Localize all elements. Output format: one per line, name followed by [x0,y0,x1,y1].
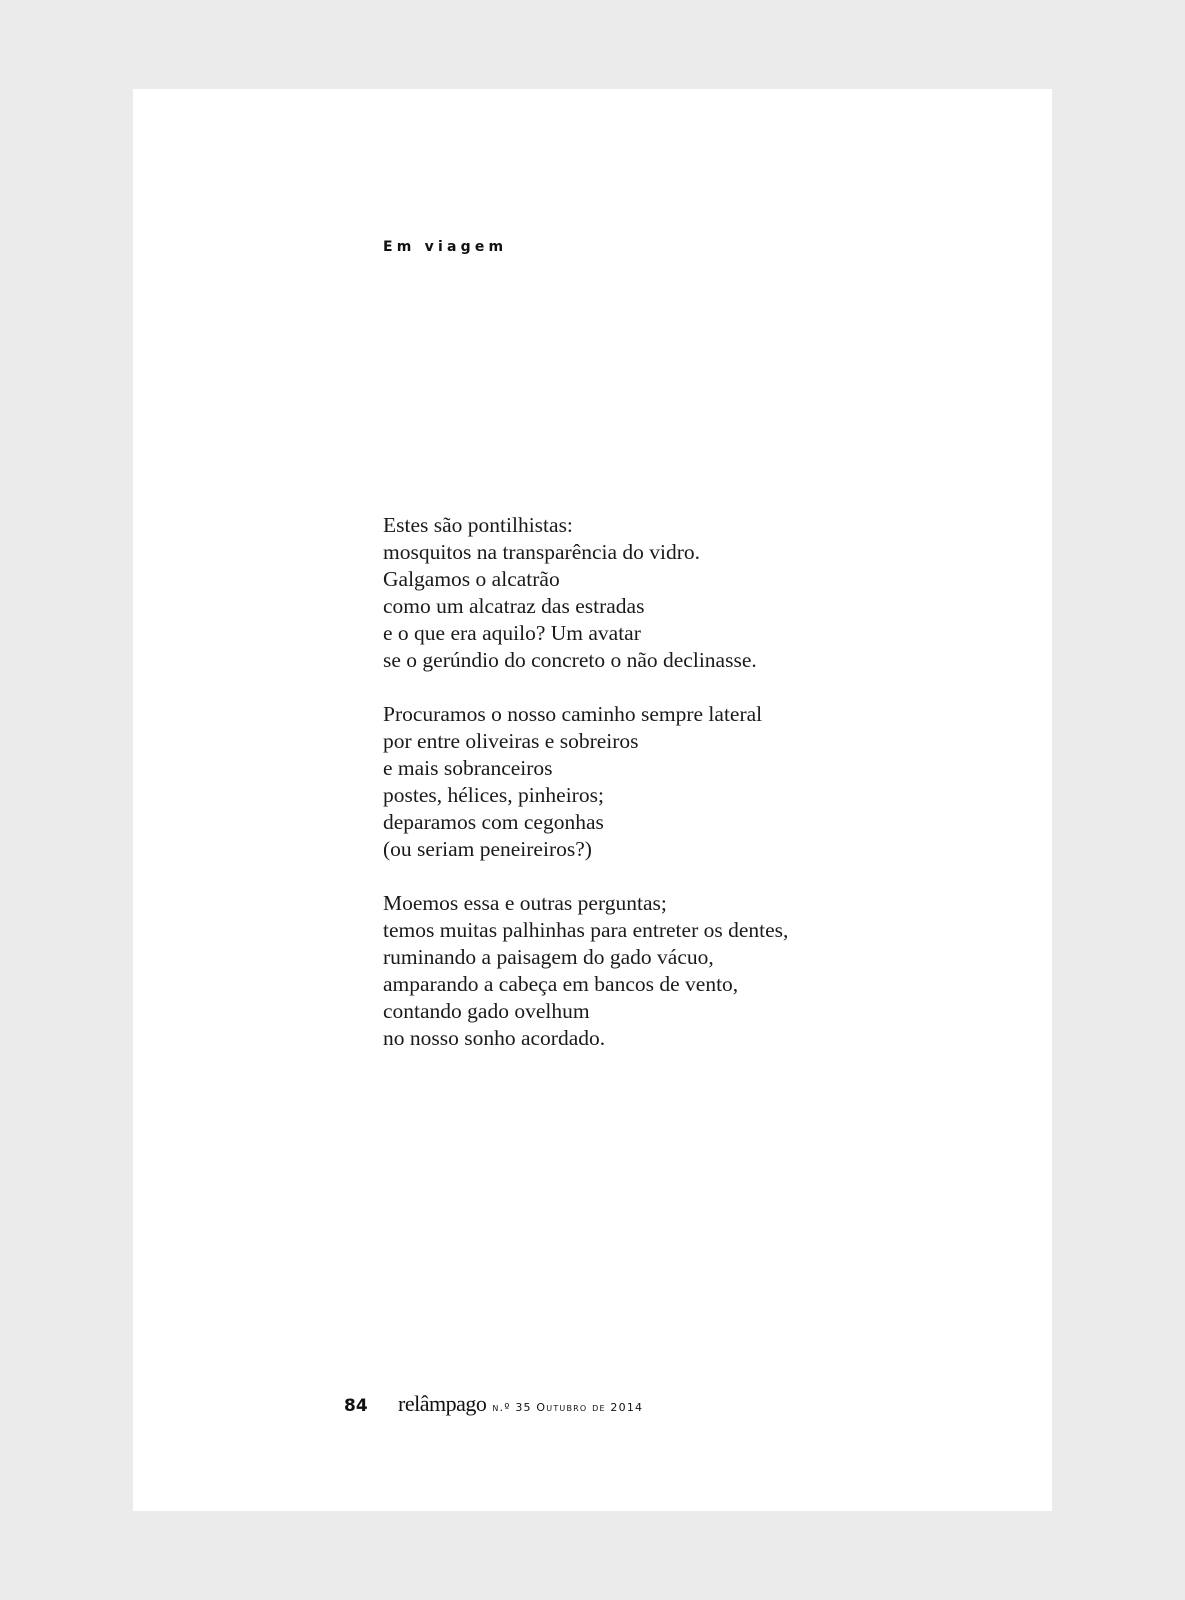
section-title: Em viagem [383,239,508,255]
poem-line: mosquitos na transparência do vidro. [383,540,701,564]
poem-line: Moemos essa e outras perguntas; [383,891,667,915]
poem-line: Galgamos o alcatrão [383,567,560,591]
poem-line: temos muitas palhinhas para entreter os dentes, [383,918,789,942]
page-number: 84 [344,1396,368,1416]
document-page [133,89,1052,1511]
poem-line: se o gerúndio do concreto o não declinasse. [383,648,757,672]
poem-line: ruminando a paisagem do gado vácuo, [383,945,714,969]
poem-line: (ou seriam peneireiros?) [383,837,592,861]
poem-line: no nosso sonho acordado. [383,1026,606,1050]
page-footer [344,1391,643,1417]
poem-line: Procuramos o nosso caminho sempre lateral [383,702,763,726]
poem-line: deparamos com cegonhas [383,810,604,834]
poem-line: como um alcatraz das estradas [383,594,645,618]
stanza [383,512,943,674]
poem-line: amparando a cabeça em bancos de vento, [383,972,739,996]
stanza [383,701,943,863]
poem [383,512,943,1079]
issue-info: n.º 35 Outubro de 2014 [492,1401,644,1414]
poem-line: Estes são pontilhistas: [383,513,573,537]
poem-line: e o que era aquilo? Um avatar [383,621,641,645]
poem-line: por entre oliveiras e sobreiros [383,729,639,753]
poem-line: contando gado ovelhum [383,999,590,1023]
poem-line: e mais sobranceiros [383,756,553,780]
poem-line: postes, hélices, pinheiros; [383,783,604,807]
magazine-name: relâmpago [398,1391,487,1416]
stanza [383,890,943,1052]
